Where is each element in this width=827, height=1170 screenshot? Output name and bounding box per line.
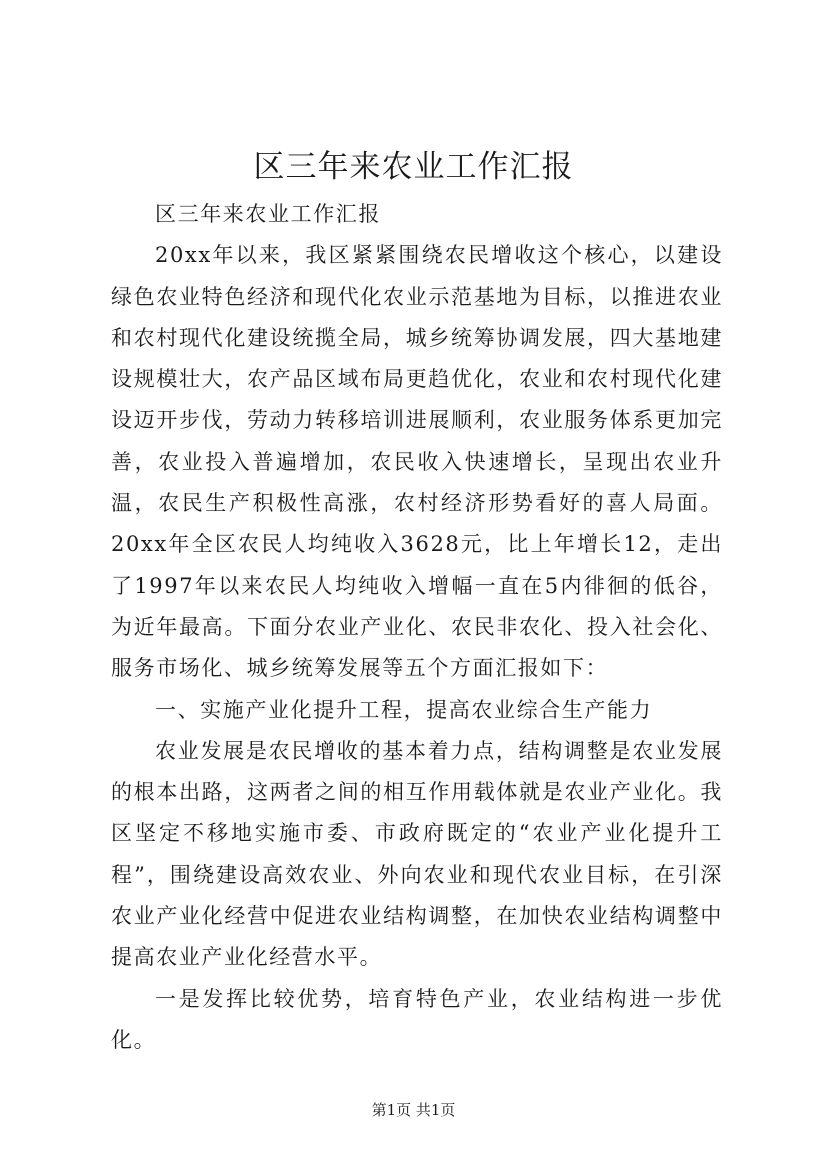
paragraph-subtitle: 区三年来农业工作汇报 <box>155 202 381 226</box>
paragraph-intro: 20xx年以来，我区紧紧围绕农民增收这个核心，以建设绿色农业特色经济和现代化农业示范基地为目标，以推进农业和农村现代化建设统揽全局，城乡统筹协调发展，四大基地建设规模壮大，农产品区域布局更趋优化，农业和农村现代化建设迈开步伐，劳动力转移培训进展顺利，农业服务体系更加完善，农业投入普遍增加，农民收入快速增长，呈现出农业升温，农民生产积极性高涨，农村经济形势看好的喜人局面。20xx年全区农民人均纯收入3628元，比上年增长12，走出了1997年以来农民人均纯收入增幅一直在5内徘徊的低谷，为近年最高。下面分农业产业化、农民非农化、投入社会化、服务市场化、城乡统筹发展等五个方面汇报如下： <box>111 243 723 681</box>
paragraph-point-one: 一是发挥比较优势，培育特色产业，农业结构进一步优化。 <box>111 986 723 1052</box>
document-title: 区三年来农业工作汇报 <box>253 149 574 185</box>
section-heading: 一、实施产业化提升工程，提高农业综合生产能力 <box>155 697 653 722</box>
paragraph-section-one: 农业发展是农民增收的基本着力点，结构调整是农业发展的根本出路，这两者之间的相互作用载体就是农业产业化。我区坚定不移地实施市委、市政府既定的“农业产业化提升工程”，围绕建设高效农业、外向农业和现代农业目标，在引深农业产业化经营中促进农业结构调整，在加快农业结构调整中提高农业产业化经营水平。 <box>111 738 723 970</box>
page-footer: 第1页 共1页 <box>371 1101 456 1119</box>
document-body <box>111 194 723 1061</box>
